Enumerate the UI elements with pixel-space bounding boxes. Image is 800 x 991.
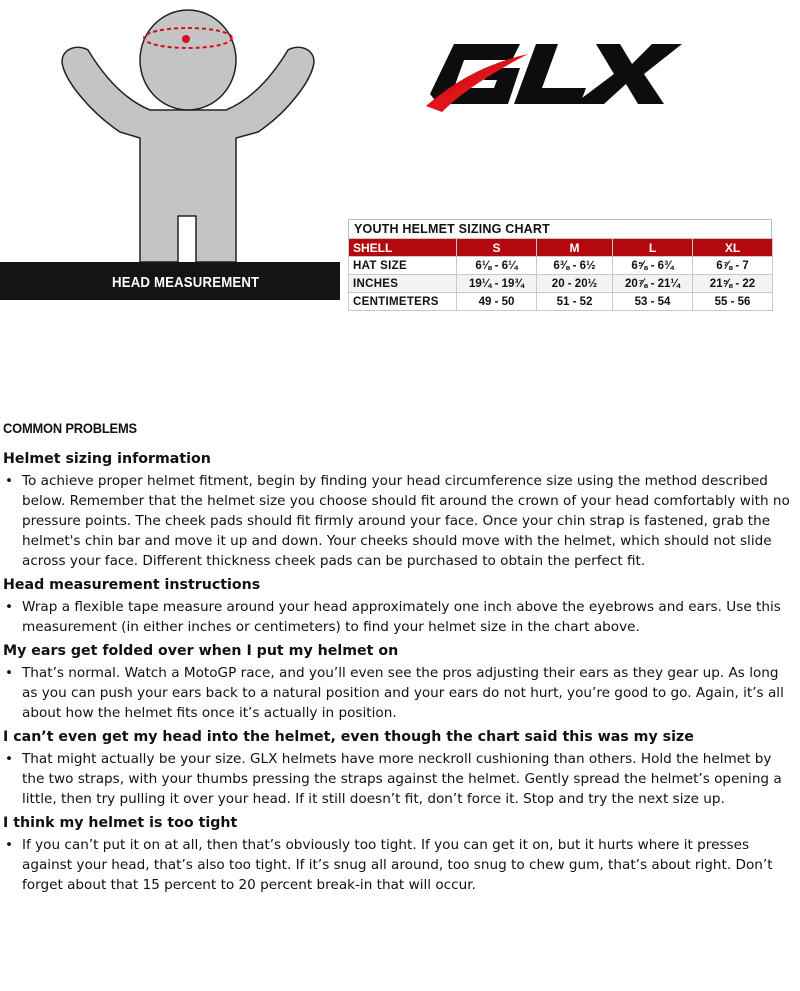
- faq-heading: Head measurement instructions: [3, 577, 261, 593]
- faq-text: If you can’t put it on at all, then that’s obviously too tight. If you can get it on, but it hurts where it presses against your head, that’s also too tight. If it’s snug all around, too snug to chew gum, that’s about right. Don’t forget about that 15 percent to 20 percent break-in that will occur.: [22, 837, 773, 893]
- header-cell: SHELL: [349, 239, 457, 257]
- faq-text: Wrap a flexible tape measure around your head approximately one inch above the eyebrows and ears. Use this measurement (in either inches or centimeters) to find your helmet size in the chart above.: [22, 599, 781, 635]
- header-cell: XL: [693, 239, 773, 257]
- table-cell: 49 - 50: [457, 293, 537, 311]
- faq-heading: I think my helmet is too tight: [3, 815, 238, 831]
- row-label: CENTIMETERS: [349, 293, 457, 311]
- table-cell: 21⅝ - 22: [693, 275, 773, 293]
- table-cell: 19¼ - 19¾: [457, 275, 537, 293]
- head-measurement-banner: [0, 262, 340, 300]
- faq-item: [3, 640, 798, 723]
- bullet-icon: •: [5, 751, 14, 767]
- chart-title: YOUTH HELMET SIZING CHART: [348, 219, 772, 238]
- faq-item: [3, 812, 798, 895]
- list-item: [3, 471, 798, 571]
- bullet-icon: •: [5, 665, 14, 681]
- list-item: [3, 663, 798, 723]
- table-cell: 6⅝ - 6¾: [613, 257, 693, 275]
- list-item: [3, 749, 798, 809]
- table-cell: 6⅛ - 6¼: [457, 257, 537, 275]
- header-cell: L: [613, 239, 693, 257]
- table-cell: 6⅜ - 6½: [537, 257, 613, 275]
- bullet-icon: •: [5, 473, 14, 489]
- head-measurement-figure: [0, 0, 340, 300]
- list-item: [3, 835, 798, 895]
- faq-heading: I can’t even get my head into the helmet, even though the chart said this was my size: [3, 729, 694, 745]
- faq-text: That’s normal. Watch a MotoGP race, and you’ll even see the pros adjusting their ears as they gear up. As long as you can push your ears back to a natural position and your ears do not hurt, you’re good to go. Again, it’s all about how the helmet fits once it’s actually in position.: [22, 665, 784, 721]
- faq-text: To achieve proper helmet fitment, begin by finding your head circumference size using the method described below. Remember that the helmet size you choose should fit around the crown of your head comfortably with no pressure points. The cheek pads should fit firmly around your face. Once your chin strap is fastened, grab the helmet's chin bar and move it up and down. Your cheeks should move with the helmet, which should not slide across your face. Different thickness cheek pads can be purchased to obtain the perfect fit.: [22, 473, 790, 569]
- faq-heading: My ears get folded over when I put my helmet on: [3, 643, 399, 659]
- table-row: [349, 275, 773, 293]
- table-cell: 55 - 56: [693, 293, 773, 311]
- glx-logo: [424, 34, 696, 116]
- header-cell: M: [537, 239, 613, 257]
- faq-item: [3, 448, 798, 571]
- bullet-icon: •: [5, 599, 14, 615]
- table-row: [349, 257, 773, 275]
- section-title: COMMON PROBLEMS: [3, 420, 137, 436]
- faq-text: That might actually be your size. GLX helmets have more neckroll cushioning than others. Hold the helmet by the two straps, with your thumbs pressing the straps against the helmet. Gently spread the helmet’s opening a little, then try pulling it over your head. If it still doesn’t fit, don’t force it. Stop and try the next size up.: [22, 751, 782, 807]
- faq-item: [3, 726, 798, 809]
- common-problems-section: [3, 418, 798, 898]
- glx-logo-icon: [424, 34, 696, 116]
- faq-item: [3, 574, 798, 637]
- row-label: HAT SIZE: [349, 257, 457, 275]
- table-header-row: [349, 239, 773, 257]
- faq-heading: Helmet sizing information: [3, 451, 211, 467]
- table-cell: 20 - 20½: [537, 275, 613, 293]
- person-silhouette-icon: [0, 0, 340, 300]
- table-row: [349, 293, 773, 311]
- table-cell: 53 - 54: [613, 293, 693, 311]
- youth-helmet-sizing-chart: [348, 219, 772, 311]
- bullet-icon: •: [5, 837, 14, 853]
- list-item: [3, 597, 798, 637]
- sizing-table: [348, 238, 773, 311]
- row-label: INCHES: [349, 275, 457, 293]
- table-cell: 20⅞ - 21¼: [613, 275, 693, 293]
- header-cell: S: [457, 239, 537, 257]
- table-cell: 6⅞ - 7: [693, 257, 773, 275]
- banner-label: HEAD MEASUREMENT: [112, 274, 260, 291]
- table-cell: 51 - 52: [537, 293, 613, 311]
